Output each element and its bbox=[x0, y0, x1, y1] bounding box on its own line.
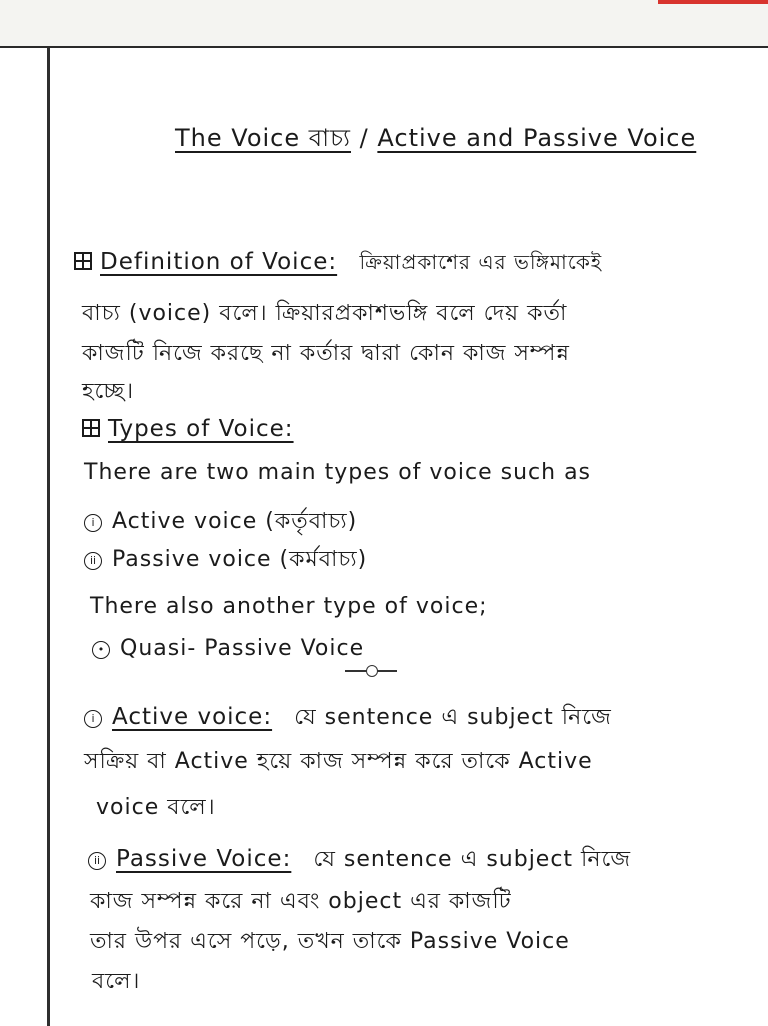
types-also: There also another type of voice; bbox=[90, 594, 488, 619]
definition-line-4: হচ্ছে। bbox=[82, 379, 135, 404]
types-item-2 bbox=[84, 542, 367, 579]
active-heading: Active voice: bbox=[112, 704, 273, 730]
types-heading: Types of Voice: bbox=[108, 416, 294, 442]
active-line-1: যে sentence এ subject নিজে bbox=[294, 705, 612, 730]
definition-line-1: ক্রিয়াপ্রকাশের এর ভঙ্গিমাকেই bbox=[359, 250, 603, 274]
types-item-2-text: Passive voice (কর্মবাচ্য) bbox=[112, 547, 368, 572]
red-edge-top bbox=[658, 0, 768, 4]
active-heading-row bbox=[84, 700, 612, 737]
active-line-3: voice বলে। bbox=[96, 795, 216, 820]
item-marker: ii bbox=[84, 552, 102, 570]
definition-line-2: বাচ্য (voice) বলে। ক্রিয়ারপ্রকাশভঙ্গি বলে দেয় কর্তা bbox=[82, 301, 568, 326]
title-slash: / bbox=[359, 124, 369, 152]
passive-line-3: তার উপর এসে পড়ে, তখন তাকে Passive Voice bbox=[90, 929, 570, 954]
title-part2: Active and Passive Voice bbox=[377, 124, 697, 152]
types-item-3-text: Quasi- Passive Voice bbox=[120, 636, 365, 661]
types-heading-row bbox=[82, 416, 294, 442]
boxed-plus-icon bbox=[82, 419, 100, 437]
margin-line bbox=[47, 48, 50, 1026]
boxed-plus-icon bbox=[74, 252, 92, 270]
passive-heading: Passive Voice: bbox=[116, 846, 292, 872]
separator-dot bbox=[366, 665, 378, 677]
definition-heading: Definition of Voice: bbox=[100, 249, 338, 275]
item-marker: ii bbox=[88, 852, 106, 870]
item-marker: i bbox=[84, 710, 102, 728]
passive-line-1: যে sentence এ subject নিজে bbox=[313, 847, 631, 872]
types-item-3 bbox=[92, 636, 364, 661]
types-intro: There are two main types of voice such as bbox=[84, 460, 592, 485]
definition-heading-row bbox=[74, 248, 602, 281]
types-item-1-text: Active voice (কর্তৃবাচ্য) bbox=[112, 509, 358, 534]
active-line-2: সক্রিয় বা Active হয়ে কাজ সম্পন্ন করে তাকে Active bbox=[84, 749, 593, 774]
definition-line-3: কাজটি নিজে করছে না কর্তার দ্বারা কোন কাজ সম্পন্ন bbox=[82, 341, 570, 366]
notebook-page bbox=[0, 46, 768, 1026]
page-title bbox=[175, 120, 696, 160]
item-marker: • bbox=[92, 641, 110, 659]
item-marker: i bbox=[84, 514, 102, 532]
title-part1: The Voice বাচ্য bbox=[175, 124, 351, 152]
types-item-1 bbox=[84, 504, 357, 541]
passive-heading-row bbox=[88, 842, 631, 879]
passive-line-4: বলে। bbox=[92, 969, 141, 994]
passive-line-2: কাজ সম্পন্ন করে না এবং object এর কাজটি bbox=[90, 889, 512, 914]
